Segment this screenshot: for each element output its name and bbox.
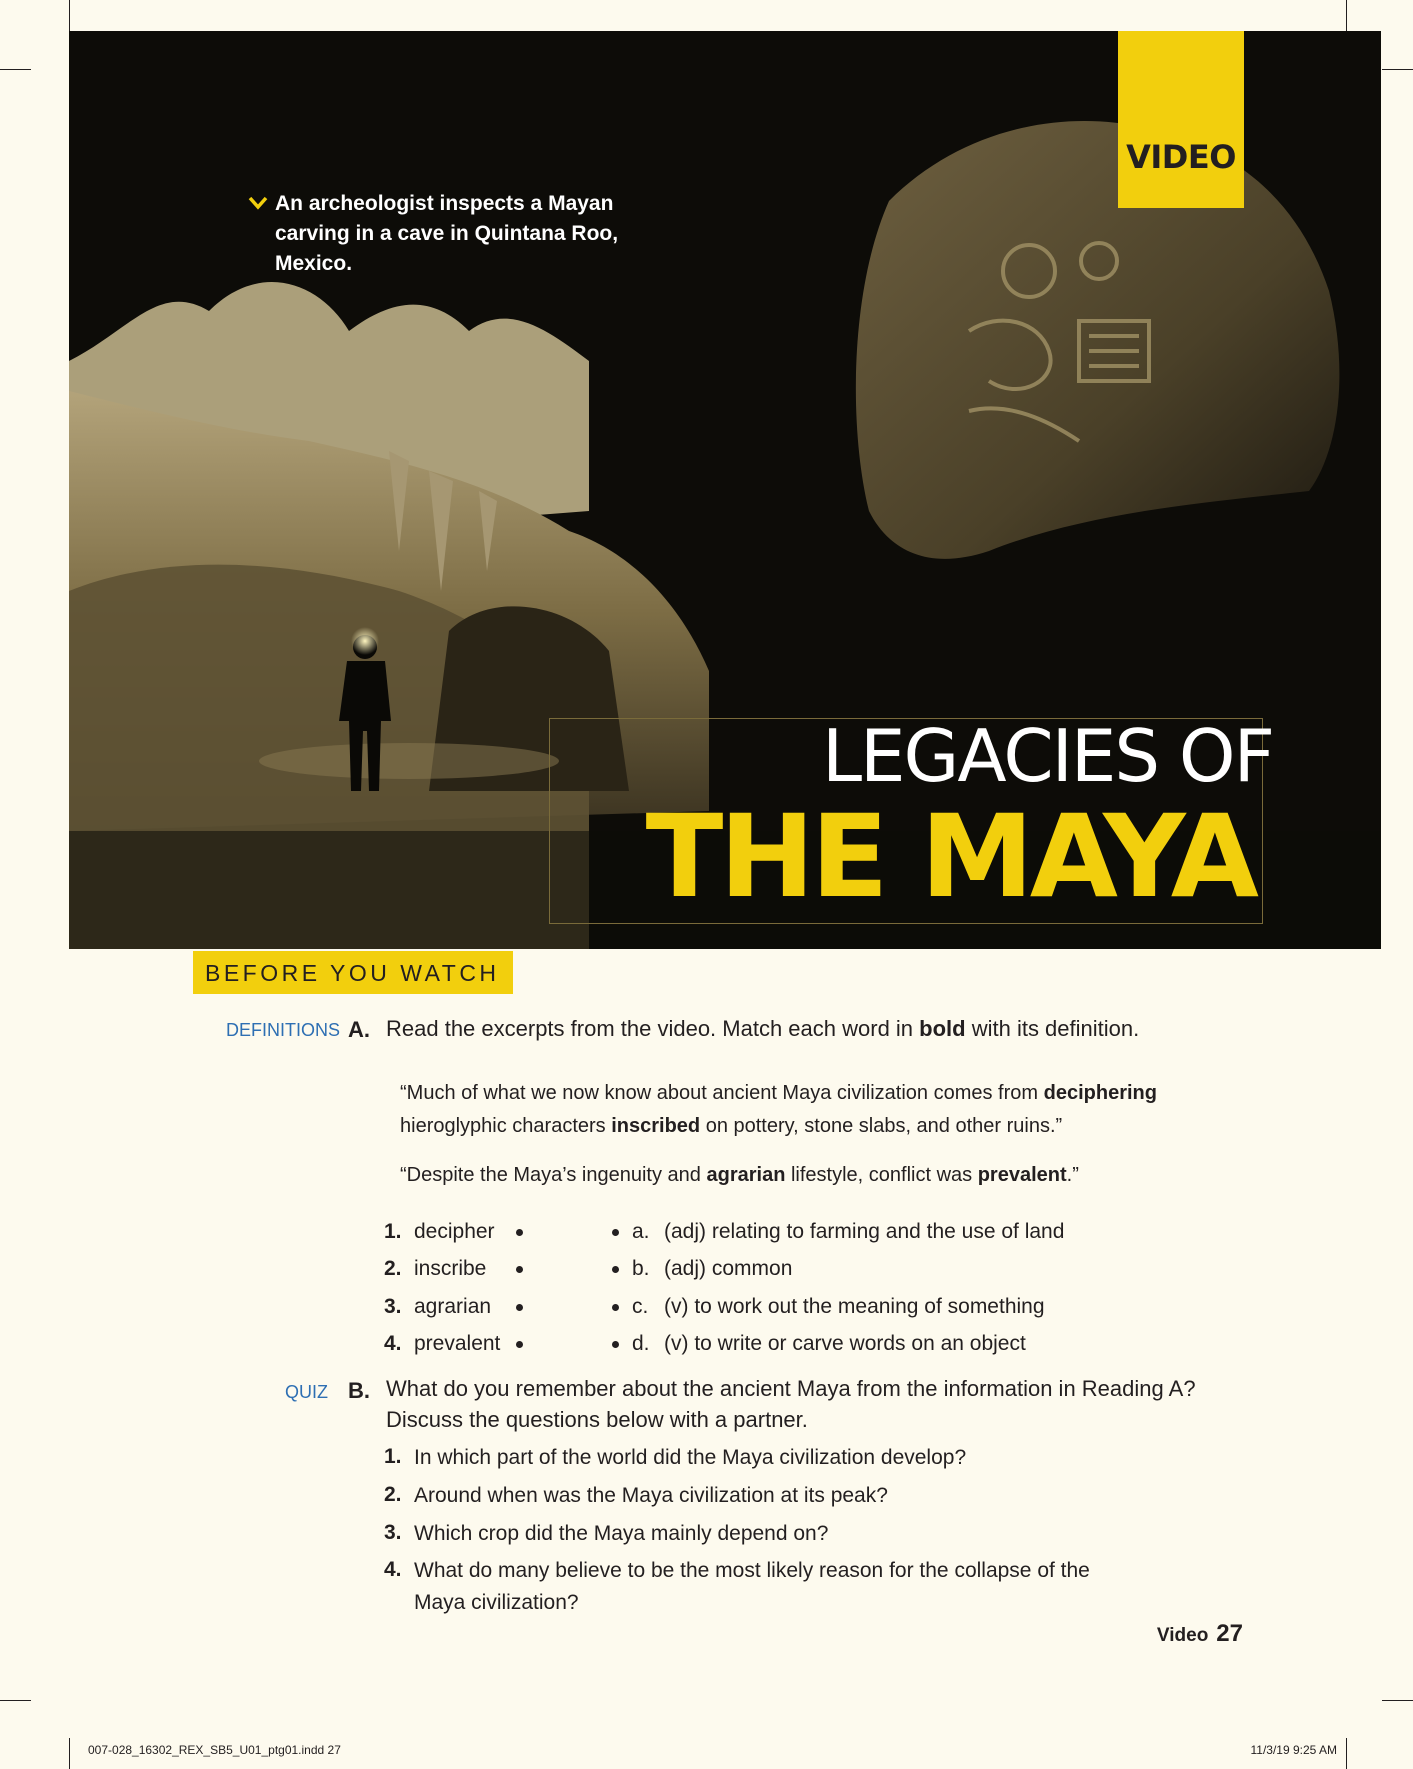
match-word-number: 3. [384, 1295, 402, 1318]
match-word-number: 4. [384, 1332, 402, 1355]
vocab-word: agrarian [706, 1164, 786, 1186]
instruction-text: Read the excerpts from the video. Match each word in [386, 1016, 920, 1041]
activity-letter-b: B. [348, 1378, 370, 1403]
definition-letter: d. [632, 1332, 650, 1355]
photo-caption: An archeologist inspects a Mayan carving in a cave in Quintana Roo, Mexico. [275, 192, 619, 275]
definition-text: (adj) relating to farming and the use of land [664, 1220, 1065, 1243]
match-word-number: 1. [384, 1220, 402, 1243]
section-banner [193, 951, 513, 994]
question-text: What do many believe to be the most likely reason for the collapse of the Maya civilization? [414, 1559, 1090, 1614]
vocab-word: deciphering [1043, 1082, 1157, 1104]
quote-text: hieroglyphic characters [400, 1115, 612, 1137]
page-title-line2: THE MAYA [645, 790, 1255, 923]
match-word: inscribe [414, 1257, 487, 1280]
definition-letter: c. [632, 1295, 649, 1318]
definitions-label: DEFINITIONS [226, 1020, 341, 1040]
match-word: decipher [414, 1220, 495, 1243]
page-footer [1157, 1620, 1243, 1648]
vocab-word: prevalent [977, 1164, 1067, 1186]
question-text: Around when was the Maya civilization at its peak? [414, 1484, 888, 1507]
excerpt-quote-2 [400, 1159, 1260, 1192]
page-title-line1: LEGACIES OF [821, 714, 1273, 798]
match-dot-left[interactable] [516, 1341, 523, 1348]
definition-text: (v) to write or carve words on an object [664, 1332, 1026, 1355]
print-slug-filename: 007-028_16302_REX_SB5_U01_ptg01.indd 27 [88, 1743, 341, 1757]
match-dot-right[interactable] [612, 1341, 619, 1348]
match-dot-left[interactable] [516, 1266, 523, 1273]
crop-mark [1382, 69, 1413, 70]
video-label: VIDEO [1126, 138, 1236, 176]
quote-text: lifestyle, conflict was [785, 1164, 978, 1186]
crop-mark [1382, 1700, 1413, 1701]
page-number: 27 [1216, 1620, 1243, 1647]
crop-mark [0, 1700, 31, 1701]
quote-text: “Despite the Maya’s ingenuity and [400, 1164, 707, 1186]
definition-letter: a. [632, 1220, 650, 1243]
quote-text: “Much of what we now know about ancient Maya civilization comes from [400, 1082, 1044, 1104]
crop-mark [0, 69, 31, 70]
instruction-text: with its definition. [965, 1016, 1140, 1041]
crop-mark [1346, 1738, 1347, 1769]
section-banner-label: BEFORE YOU WATCH [205, 960, 500, 986]
question-text: In which part of the world did the Maya civilization develop? [414, 1446, 967, 1469]
quote-text: .” [1066, 1164, 1079, 1186]
match-word-number: 2. [384, 1257, 402, 1280]
activity-a-instruction [386, 1013, 1139, 1044]
quote-text: on pottery, stone slabs, and other ruins.” [700, 1115, 1063, 1137]
match-word: prevalent [414, 1332, 501, 1355]
print-slug-timestamp: 11/3/19 9:25 AM [1250, 1743, 1337, 1757]
vocab-word: inscribed [611, 1115, 701, 1137]
question-number: 2. [384, 1483, 402, 1506]
question-number: 3. [384, 1521, 402, 1544]
match-dot-left[interactable] [516, 1229, 523, 1236]
instruction-bold: bold [919, 1016, 966, 1041]
question-number: 4. [384, 1558, 402, 1581]
excerpt-quote-1 [400, 1077, 1260, 1143]
section-name: Video [1156, 1625, 1209, 1646]
question-text: Which crop did the Maya mainly depend on? [414, 1522, 829, 1545]
question-number: 1. [384, 1445, 402, 1468]
crop-mark [1346, 0, 1347, 31]
definition-text: (v) to work out the meaning of something [664, 1295, 1045, 1318]
match-dot-right[interactable] [612, 1304, 619, 1311]
match-dot-right[interactable] [612, 1266, 619, 1273]
quiz-label: QUIZ [285, 1382, 328, 1402]
video-tab [1118, 31, 1244, 208]
chevron-down-icon [248, 196, 268, 210]
definition-text: (adj) common [664, 1257, 793, 1280]
crop-mark [69, 0, 70, 31]
crop-mark [69, 1738, 70, 1769]
match-word: agrarian [414, 1295, 492, 1318]
match-dot-left[interactable] [516, 1304, 523, 1311]
activity-b-instruction: What do you remember about the ancient Maya from the information in Reading A? Discuss the questions below with a partner. [386, 1376, 1196, 1432]
definition-letter: b. [632, 1257, 650, 1280]
match-dot-right[interactable] [612, 1229, 619, 1236]
activity-letter-a: A. [348, 1017, 370, 1042]
